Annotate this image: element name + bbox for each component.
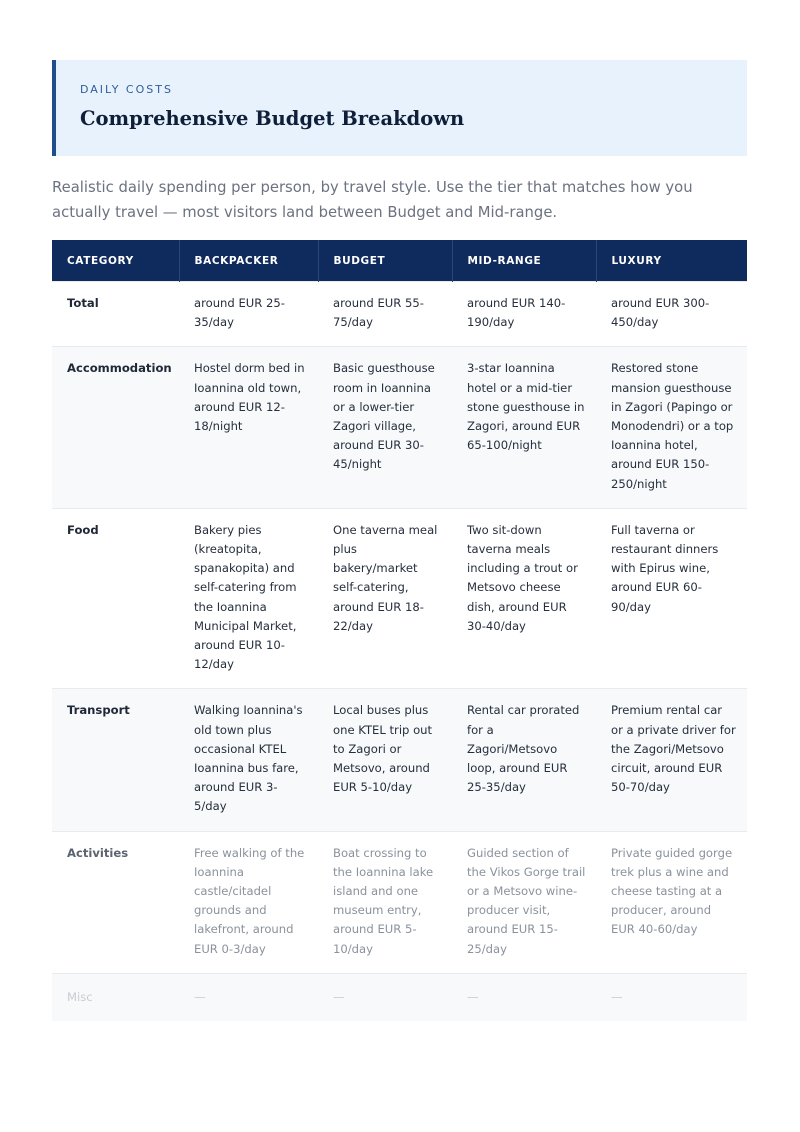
section-header-card xyxy=(52,60,747,156)
cell-midrange: — xyxy=(452,973,596,1021)
cell-budget: Local buses plus one KTEL trip out to Zagori or Metsovo, around EUR 5-10/day xyxy=(318,689,452,831)
table-row xyxy=(52,831,747,973)
section-eyebrow: DAILY COSTS xyxy=(80,83,173,96)
row-category: Total xyxy=(52,282,179,347)
budget-section xyxy=(52,60,747,1021)
cell-budget: Basic guesthouse room in Ioannina or a lower-tier Zagori village, around EUR 30-45/night xyxy=(318,347,452,508)
row-category: Transport xyxy=(52,689,179,831)
cell-luxury: around EUR 300-450/day xyxy=(596,282,747,347)
cell-backpacker: — xyxy=(179,973,318,1021)
cell-luxury: Premium rental car or a private driver for the Zagori/Metsovo circuit, around EUR 50-70/day xyxy=(596,689,747,831)
row-category: Activities xyxy=(52,831,179,973)
table-row xyxy=(52,282,747,347)
cell-budget: Boat crossing to the Ioannina lake island and one museum entry, around EUR 5-10/day xyxy=(318,831,452,973)
table-header-row xyxy=(52,240,747,282)
cell-backpacker: Walking Ioannina's old town plus occasional KTEL Ioannina bus fare, around EUR 3-5/day xyxy=(179,689,318,831)
table-row xyxy=(52,973,747,1021)
cell-midrange: Rental car prorated for a Zagori/Metsovo loop, around EUR 25-35/day xyxy=(452,689,596,831)
column-header-luxury: LUXURY xyxy=(596,240,747,282)
table-row xyxy=(52,689,747,831)
cell-backpacker: Hostel dorm bed in Ioannina old town, around EUR 12-18/night xyxy=(179,347,318,508)
cell-midrange: around EUR 140-190/day xyxy=(452,282,596,347)
cell-midrange: Guided section of the Vikos Gorge trail or a Metsovo wine-producer visit, around EUR 15-25/day xyxy=(452,831,596,973)
column-header-category: CATEGORY xyxy=(52,240,179,282)
row-category: Misc xyxy=(52,973,179,1021)
budget-table xyxy=(52,240,747,1021)
column-header-budget: BUDGET xyxy=(318,240,452,282)
cell-budget: around EUR 55-75/day xyxy=(318,282,452,347)
section-title: Comprehensive Budget Breakdown xyxy=(80,107,465,130)
cell-luxury: Full taverna or restaurant dinners with Epirus wine, around EUR 60-90/day xyxy=(596,508,747,689)
column-header-backpacker: BACKPACKER xyxy=(179,240,318,282)
cell-backpacker: around EUR 25-35/day xyxy=(179,282,318,347)
cell-midrange: 3-star Ioannina hotel or a mid-tier stone guesthouse in Zagori, around EUR 65-100/night xyxy=(452,347,596,508)
row-category: Food xyxy=(52,508,179,689)
cell-budget: — xyxy=(318,973,452,1021)
cell-backpacker: Bakery pies (kreatopita, spanakopita) and self-catering from the Ioannina Municipal Market, around EUR 10-12/day xyxy=(179,508,318,689)
cell-midrange: Two sit-down taverna meals including a trout or Metsovo cheese dish, around EUR 30-40/day xyxy=(452,508,596,689)
table-row xyxy=(52,347,747,508)
intro-paragraph: Realistic daily spending per person, by travel style. Use the tier that matches how you actually travel — most visitors land between Budget and Mid-range. xyxy=(52,179,693,221)
cell-luxury: — xyxy=(596,973,747,1021)
cell-luxury: Restored stone mansion guesthouse in Zagori (Papingo or Monodendri) or a top Ioannina hotel, around EUR 150-250/night xyxy=(596,347,747,508)
table-row xyxy=(52,508,747,689)
column-header-midrange: MID-RANGE xyxy=(452,240,596,282)
row-category: Accommodation xyxy=(52,347,179,508)
cell-backpacker: Free walking of the Ioannina castle/citadel grounds and lakefront, around EUR 0-3/day xyxy=(179,831,318,973)
cell-budget: One taverna meal plus bakery/market self-catering, around EUR 18-22/day xyxy=(318,508,452,689)
cell-luxury: Private guided gorge trek plus a wine and cheese tasting at a producer, around EUR 40-60/day xyxy=(596,831,747,973)
